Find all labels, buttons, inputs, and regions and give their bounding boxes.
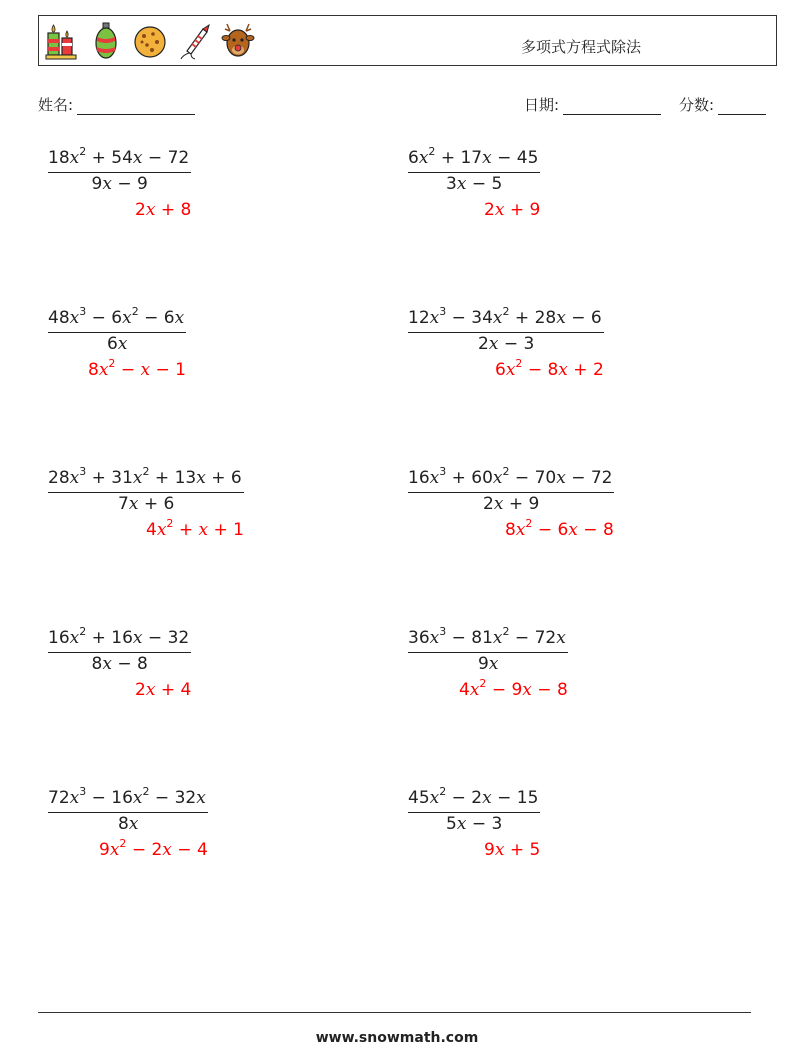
problem-2 — [398, 145, 698, 268]
numerator: $45x^2 - 2x - 15$ — [408, 785, 539, 808]
fraction-bar — [408, 812, 540, 813]
fraction-bar — [408, 652, 568, 653]
answer: 2x + 8 — [135, 200, 192, 220]
numerator: $28x^3 + 31x^2 + 13x + 6$ — [48, 465, 242, 488]
denominator: 5x − 3 — [446, 814, 503, 834]
problem-8 — [398, 625, 698, 748]
answer: 2x + 9 — [484, 200, 541, 220]
denominator: 6x — [107, 334, 128, 354]
denominator: 9x — [478, 654, 499, 674]
answer: $8x^2 - 6x - 8$ — [505, 517, 614, 540]
fraction-bar — [408, 172, 540, 173]
numerator: $12x^3 - 34x^2 + 28x - 6$ — [408, 305, 602, 328]
answer: 2x + 4 — [135, 680, 192, 700]
problem-10 — [398, 785, 698, 908]
footer-divider — [38, 1012, 751, 1013]
answer: $4x^2 - 9x - 8$ — [459, 677, 568, 700]
footer-url: www.snowmath.com — [315, 1030, 479, 1046]
date-field — [524, 94, 661, 115]
answer: $9x^2 - 2x - 4$ — [99, 837, 208, 860]
problem-9 — [38, 785, 338, 908]
numerator: $18x^2 + 54x - 72$ — [48, 145, 190, 168]
fraction-bar — [408, 492, 614, 493]
numerator: $72x^3 - 16x^2 - 32x$ — [48, 785, 206, 808]
score-label: 分数: — [679, 96, 715, 114]
fraction-bar — [48, 492, 244, 493]
score-blank[interactable] — [718, 98, 766, 115]
score-field — [679, 94, 766, 115]
name-label: 姓名: — [38, 96, 74, 114]
problem-1 — [38, 145, 338, 268]
header-box — [38, 15, 777, 66]
name-blank[interactable] — [77, 98, 195, 115]
denominator: 3x − 5 — [446, 174, 503, 194]
answer: 9x + 5 — [484, 840, 541, 860]
problem-4 — [398, 305, 698, 428]
problem-3 — [38, 305, 338, 428]
problem-6 — [398, 465, 698, 588]
name-field — [38, 94, 195, 115]
denominator: 8x − 8 — [91, 654, 148, 674]
numerator: $6x^2 + 17x - 45$ — [408, 145, 539, 168]
fraction-bar — [408, 332, 604, 333]
date-blank[interactable] — [563, 98, 661, 115]
numerator: $16x^2 + 16x - 32$ — [48, 625, 190, 648]
firework-icon — [177, 21, 211, 61]
fraction-bar — [48, 332, 186, 333]
date-label: 日期: — [524, 96, 560, 114]
denominator: 2x − 3 — [478, 334, 535, 354]
worksheet-title: 多项式方程式除法 — [521, 38, 642, 56]
fraction-bar — [48, 652, 191, 653]
denominator: 7x + 6 — [118, 494, 175, 514]
problem-5 — [38, 465, 338, 588]
cookie-icon — [133, 21, 167, 61]
answer: $8x^2 - x - 1$ — [88, 357, 186, 380]
fraction-bar — [48, 172, 191, 173]
icon-row — [45, 21, 255, 61]
numerator: $16x^3 + 60x^2 - 70x - 72$ — [408, 465, 613, 488]
numerator: $36x^3 - 81x^2 - 72x$ — [408, 625, 566, 648]
numerator: $48x^3 - 6x^2 - 6x$ — [48, 305, 185, 328]
answer: $4x^2 + x + 1$ — [146, 517, 244, 540]
answer: $6x^2 - 8x + 2$ — [495, 357, 604, 380]
problem-7 — [38, 625, 338, 748]
denominator: 2x + 9 — [483, 494, 540, 514]
denominator: 9x − 9 — [91, 174, 148, 194]
fraction-bar — [48, 812, 208, 813]
ornament-icon — [89, 21, 123, 61]
candles-icon — [45, 21, 79, 61]
reindeer-icon — [221, 21, 255, 61]
denominator: 8x — [118, 814, 139, 834]
